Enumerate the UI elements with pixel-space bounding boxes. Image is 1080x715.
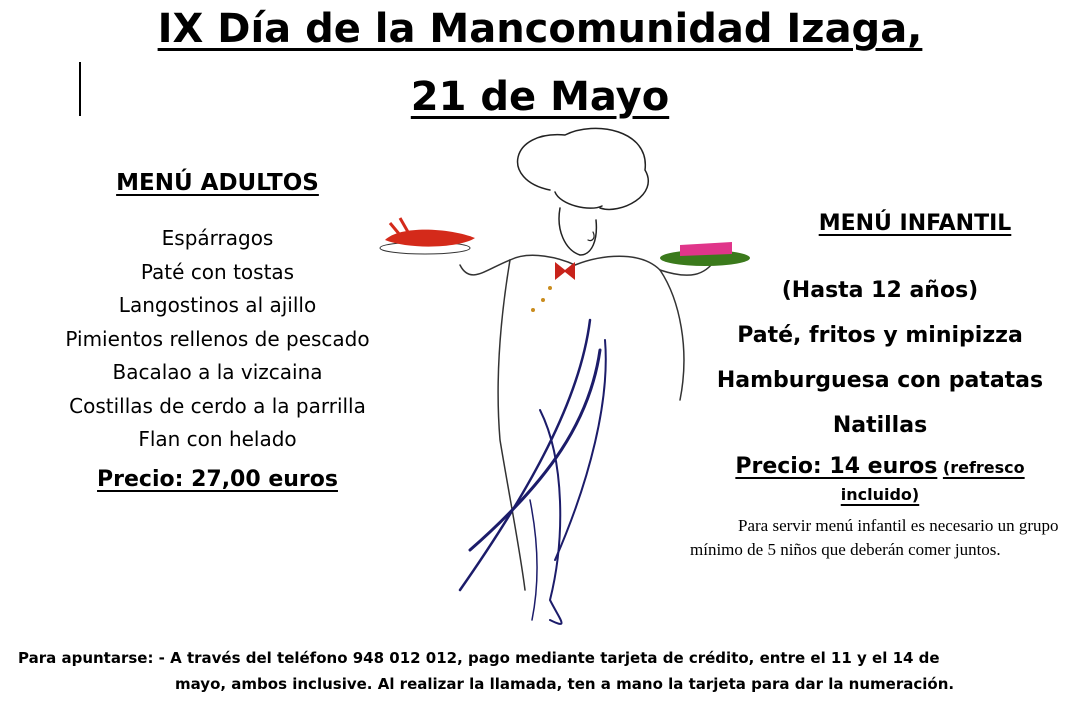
signup-line-1: Para apuntarse: - A través del teléfono 948 012 012, pago mediante tarjeta de crédito, entre el 11 y el 14 de: [18, 649, 940, 667]
list-item: Costillas de cerdo a la parrilla: [69, 393, 366, 418]
page-title-line1: IX Día de la Mancomunidad Izaga,: [157, 6, 923, 52]
child-menu-price: [700, 453, 1060, 508]
list-item: Espárragos: [161, 226, 274, 250]
signup-info: [18, 645, 1063, 697]
list-item: Flan con helado: [138, 427, 297, 451]
child-price-note-2: incluido): [840, 485, 920, 504]
list-item: Bacalao a la vizcaina: [112, 360, 323, 384]
child-menu-list: [700, 268, 1060, 448]
adult-menu-heading: MENÚ ADULTOS: [116, 170, 319, 196]
child-menu-note: Para servir menú infantil es necesario un grupo mínimo de 5 niños que deberán comer juntos.: [690, 516, 1059, 559]
list-item: Pimientos rellenos de pescado: [65, 326, 370, 351]
list-item: Paté con tostas: [140, 259, 295, 284]
list-item: Natillas: [832, 413, 928, 438]
page-title-line2: 21 de Mayo: [410, 74, 670, 120]
child-menu-heading: MENÚ INFANTIL: [818, 211, 1012, 236]
adult-menu-price: Precio: 27,00 euros: [97, 467, 338, 492]
child-age-note: (Hasta 12 años): [781, 278, 979, 303]
child-price-note: (refresco: [942, 458, 1025, 477]
signup-line-2: mayo, ambos inclusive. Al realizar la llamada, ten a mano la tarjeta para dar la numeración.: [175, 675, 955, 693]
child-price-value: Precio: 14 euros: [735, 454, 938, 479]
list-item: Langostinos al ajillo: [118, 293, 317, 317]
list-item: Hamburguesa con patatas: [716, 368, 1044, 393]
adult-menu-list: [20, 222, 415, 457]
list-item: Paté, fritos y minipizza: [737, 323, 1023, 348]
